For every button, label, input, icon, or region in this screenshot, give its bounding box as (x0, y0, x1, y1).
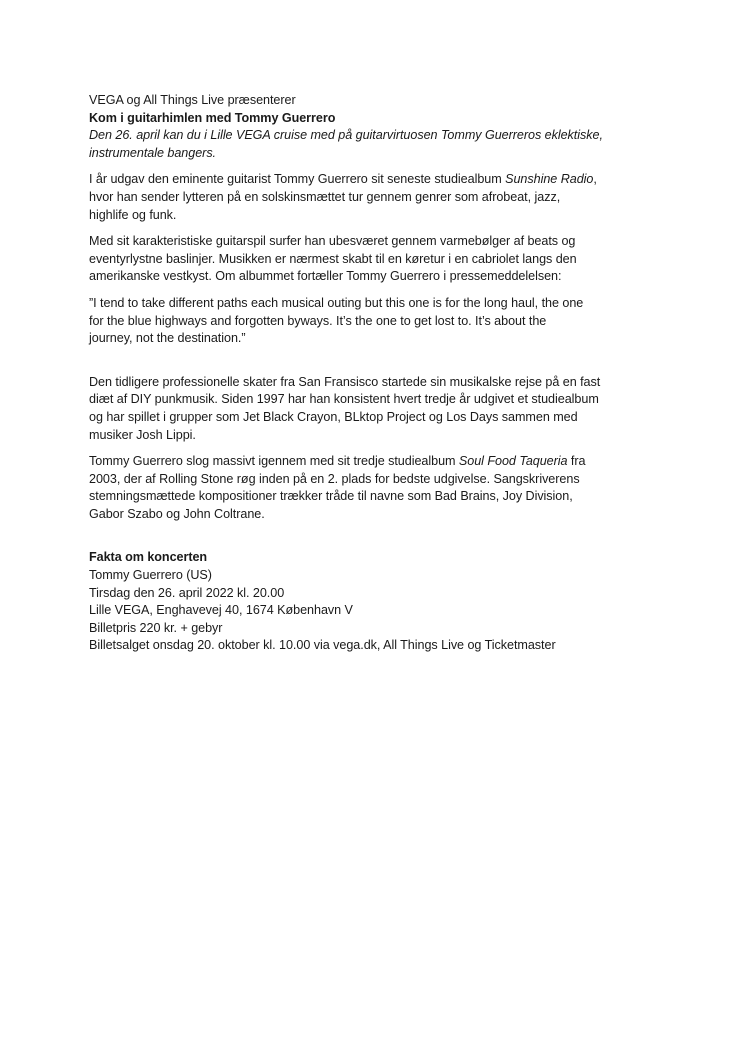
paragraph-line: Gabor Szabo og John Coltrane. (89, 506, 265, 521)
album-title: Sunshine Radio (505, 172, 594, 187)
paragraph-line: hvor han sender lytteren på en solskinsmættet tur gennem genrer som afrobeat, jazz, (89, 189, 561, 204)
text-segment: fra (567, 454, 586, 469)
paragraph-line: eventyrlystne baslinjer. Musikken er nærmest skabt til en køretur i en cabriolet langs den (89, 251, 577, 266)
paragraph-line: Den tidligere professionelle skater fra San Fransisco startede sin musikalske rejse på en fast (89, 374, 601, 389)
paragraph-breakthrough (89, 453, 659, 523)
paragraph-album (89, 171, 659, 224)
album-title: Soul Food Taqueria (458, 454, 568, 469)
fact-ticket-sale: Billetsalget onsdag 20. oktober kl. 10.00 via vega.dk, All Things Live og Ticketmaster (89, 638, 556, 653)
facts-section (89, 549, 659, 655)
paragraph-line: og har spillet i grupper som Jet Black Crayon, BLktop Project og Los Days sammen med (89, 409, 578, 424)
quote-paragraph (89, 295, 659, 348)
paragraph-line: 2003, der af Rolling Stone røg inden på en 2. plads for bedste udgivelse. Sangskriverens (89, 471, 580, 486)
fact-price: Billetpris 220 kr. + gebyr (89, 620, 223, 635)
paragraph-background (89, 374, 659, 444)
presenter-line: VEGA og All Things Live præsenterer (89, 93, 296, 107)
paragraph-line: amerikanske vestkyst. Om albummet fortæller Tommy Guerrero i pressemeddelelsen: (89, 269, 562, 284)
paragraph-line: musiker Josh Lippi. (89, 427, 196, 442)
facts-heading: Fakta om koncerten (89, 550, 208, 565)
lead-line: Den 26. april kan du i Lille VEGA cruise med på guitarvirtuosen Tommy Guerreros eklektiske, (89, 128, 603, 143)
fact-date: Tirsdag den 26. april 2022 kl. 20.00 (89, 585, 285, 600)
quote-line: ”I tend to take different paths each musical outing but this one is for the long haul, the one (89, 295, 584, 310)
quote-line: for the blue highways and forgotten byways. It’s the one to get lost to. It’s about the (89, 313, 547, 328)
paragraph-line (89, 171, 659, 189)
fact-venue: Lille VEGA, Enghavevej 40, 1674 København V (89, 603, 353, 618)
text-segment: I år udgav den eminente guitarist Tommy Guerrero sit seneste studiealbum (89, 172, 506, 187)
paragraph-line: highlife og funk. (89, 207, 177, 222)
paragraph-guitar-style (89, 233, 659, 286)
text-segment: , (593, 172, 597, 187)
fact-artist: Tommy Guerrero (US) (89, 568, 212, 583)
text-segment: Tommy Guerrero slog massivt igennem med sit tredje studiealbum (89, 454, 459, 469)
press-release-document (89, 92, 659, 655)
paragraph-line: diæt af DIY punkmusik. Siden 1997 har han konsistent hvert tredje år udgivet et studiealbum (89, 392, 599, 407)
quote-line: journey, not the destination.” (89, 331, 246, 346)
paragraph-line: Med sit karakteristiske guitarspil surfer han ubesværet gennem varmebølger af beats og (89, 234, 576, 249)
lead-paragraph (89, 127, 659, 162)
paragraph-line: stemningsmættede kompositioner trækker tråde til navne som Bad Brains, Joy Division, (89, 489, 573, 504)
lead-line: instrumentale bangers. (89, 145, 217, 160)
headline: Kom i guitarhimlen med Tommy Guerrero (89, 110, 336, 125)
paragraph-line (89, 453, 659, 471)
